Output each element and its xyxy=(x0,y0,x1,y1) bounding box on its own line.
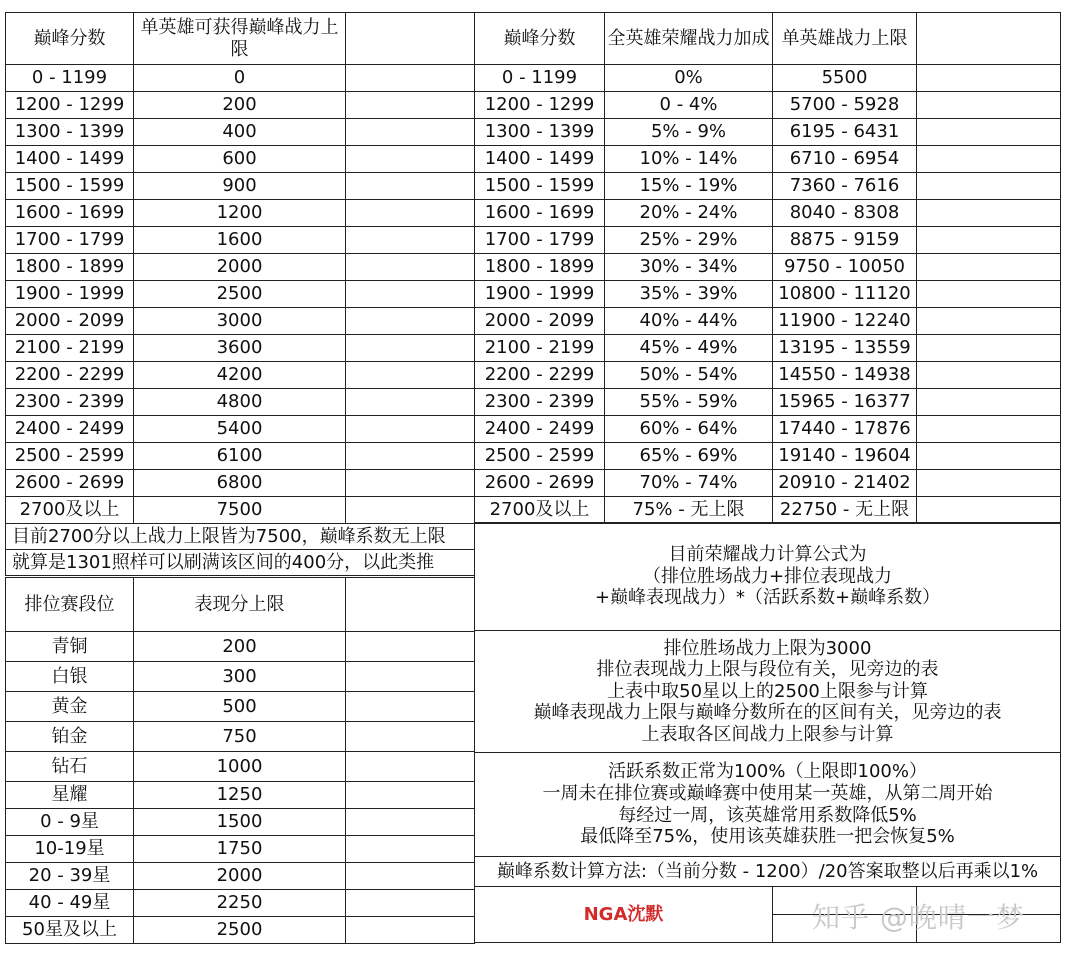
right-table-row xyxy=(475,65,1061,92)
rank-empty-cell xyxy=(346,782,475,809)
right-table-row xyxy=(475,227,1061,254)
right-table-row xyxy=(475,416,1061,443)
right-table-empty-cell xyxy=(917,443,1061,470)
rank-table-row xyxy=(6,809,475,836)
right-table-row xyxy=(475,470,1061,497)
right-table-cell: 0 - 4% xyxy=(605,92,773,119)
rank-header-score-limit: 表现分上限 xyxy=(134,578,346,632)
formula-line: （排位胜场战力+排位表现战力 xyxy=(642,565,893,587)
right-table-header xyxy=(475,13,1061,65)
right-table-cell: 9750 - 10050 xyxy=(773,254,917,281)
left-table-cell: 1400 - 1499 xyxy=(6,146,134,173)
left-table-row xyxy=(6,200,475,227)
right-table-row xyxy=(475,335,1061,362)
right-table-cell: 2400 - 2499 xyxy=(475,416,605,443)
left-table-empty-cell xyxy=(346,281,475,308)
left-table-row xyxy=(6,389,475,416)
right-table-cell: 2100 - 2199 xyxy=(475,335,605,362)
left-table-cell: 3000 xyxy=(134,308,346,335)
right-table-cell: 6195 - 6431 xyxy=(773,119,917,146)
left-table-cell: 200 xyxy=(134,92,346,119)
left-table-empty-cell xyxy=(346,308,475,335)
left-table-cell: 4800 xyxy=(134,389,346,416)
right-table-cell: 1200 - 1299 xyxy=(475,92,605,119)
left-table-cell: 1600 xyxy=(134,227,346,254)
rank-empty-cell xyxy=(346,890,475,917)
left-table-empty-cell xyxy=(346,119,475,146)
left-table-cell: 6100 xyxy=(134,443,346,470)
rank-tier-cell: 青铜 xyxy=(6,632,134,662)
rank-tier-cell: 铂金 xyxy=(6,722,134,752)
left-table-row xyxy=(6,443,475,470)
left-table-cell: 2500 - 2599 xyxy=(6,443,134,470)
rank-table-row xyxy=(6,692,475,722)
rank-score-cell: 1000 xyxy=(134,752,346,782)
note-1301-example: 就算是1301照样可以刷满该区间的400分，以此类推 xyxy=(6,550,475,576)
rank-empty-cell xyxy=(346,917,475,944)
right-table-cell: 13195 - 13559 xyxy=(773,335,917,362)
right-table-cell: 40% - 44% xyxy=(605,308,773,335)
right-table-cell: 2500 - 2599 xyxy=(475,443,605,470)
right-table-cell: 1500 - 1599 xyxy=(475,173,605,200)
right-table-row xyxy=(475,92,1061,119)
left-table-row xyxy=(6,416,475,443)
right-table-empty-cell xyxy=(917,200,1061,227)
right-table-cell: 7360 - 7616 xyxy=(773,173,917,200)
rank-tier-cell: 钻石 xyxy=(6,752,134,782)
left-table-row xyxy=(6,254,475,281)
rank-score-cell: 1750 xyxy=(134,836,346,863)
right-table-row xyxy=(475,443,1061,470)
rank-score-cell: 500 xyxy=(134,692,346,722)
limits-line: 排位表现战力上限与段位有关，见旁边的表 xyxy=(596,659,939,681)
left-table-header xyxy=(6,13,475,65)
left-table-cell: 7500 xyxy=(134,497,346,524)
right-table-cell: 15% - 19% xyxy=(605,173,773,200)
right-table-cell: 10% - 14% xyxy=(605,146,773,173)
activity-line: 最低降至75%，使用该英雄获胜一把会恢复5% xyxy=(580,826,955,848)
activity-box xyxy=(475,753,1061,857)
zhihu-watermark: 知乎 @晚晴一梦 xyxy=(812,901,1025,934)
left-table-empty-cell xyxy=(346,443,475,470)
left-table-row xyxy=(6,308,475,335)
right-header-peak-score: 巅峰分数 xyxy=(475,13,605,65)
rank-empty-cell xyxy=(346,836,475,863)
note-2700-limit: 目前2700分以上战力上限皆为7500，巅峰系数无上限 xyxy=(6,524,475,550)
limits-line: 上表取各区间战力上限参与计算 xyxy=(641,723,894,745)
left-table-row xyxy=(6,119,475,146)
right-table-empty-cell xyxy=(917,362,1061,389)
rank-empty-cell xyxy=(346,632,475,662)
right-table-cell: 70% - 74% xyxy=(605,470,773,497)
limits-box xyxy=(475,631,1061,753)
right-table-cell: 11900 - 12240 xyxy=(773,308,917,335)
left-table-row xyxy=(6,335,475,362)
rank-empty-cell xyxy=(346,692,475,722)
left-table-cell: 2300 - 2399 xyxy=(6,389,134,416)
right-table-empty-cell xyxy=(917,227,1061,254)
left-table-empty-cell xyxy=(346,146,475,173)
rank-table-row xyxy=(6,917,475,944)
right-table-row xyxy=(475,362,1061,389)
left-table-cell: 1600 - 1699 xyxy=(6,200,134,227)
right-table-cell: 17440 - 17876 xyxy=(773,416,917,443)
left-header-single-hero-limit: 单英雄可获得巅峰战力上限 xyxy=(134,13,346,65)
right-table-cell: 1600 - 1699 xyxy=(475,200,605,227)
rank-table-row xyxy=(6,782,475,809)
formula-info-table xyxy=(474,522,1061,943)
left-table-row xyxy=(6,65,475,92)
left-table-empty-cell xyxy=(346,227,475,254)
rank-score-cell: 750 xyxy=(134,722,346,752)
right-table-cell: 19140 - 19604 xyxy=(773,443,917,470)
rank-score-cell: 2500 xyxy=(134,917,346,944)
rank-tier-cell: 0 - 9星 xyxy=(6,809,134,836)
right-table-cell: 0% xyxy=(605,65,773,92)
activity-line: 每经过一周，该英雄常用系数降低5% xyxy=(618,804,917,826)
nga-brand-text: NGA沈默 xyxy=(475,887,773,943)
right-table-cell: 22750 - 无上限 xyxy=(773,497,917,524)
formula-box xyxy=(475,523,1061,631)
left-table-cell: 4200 xyxy=(134,362,346,389)
rank-score-cell: 300 xyxy=(134,662,346,692)
right-table-row xyxy=(475,281,1061,308)
right-table-cell: 1300 - 1399 xyxy=(475,119,605,146)
right-header-glory-bonus: 全英雄荣耀战力加成 xyxy=(605,13,773,65)
rank-table-row xyxy=(6,863,475,890)
rank-table-row xyxy=(6,662,475,692)
left-table-row xyxy=(6,227,475,254)
rank-empty-cell xyxy=(346,722,475,752)
left-table-cell: 1200 xyxy=(134,200,346,227)
right-table-cell: 5700 - 5928 xyxy=(773,92,917,119)
rank-tier-cell: 白银 xyxy=(6,662,134,692)
left-table-empty-cell xyxy=(346,254,475,281)
left-table-cell: 3600 xyxy=(134,335,346,362)
right-table-cell: 2200 - 2299 xyxy=(475,362,605,389)
right-table-empty-cell xyxy=(917,65,1061,92)
right-table-cell: 2300 - 2399 xyxy=(475,389,605,416)
rank-score-cell: 1500 xyxy=(134,809,346,836)
left-table-cell: 1300 - 1399 xyxy=(6,119,134,146)
left-table-empty-cell xyxy=(346,497,475,524)
left-table-row xyxy=(6,146,475,173)
left-table-row xyxy=(6,92,475,119)
left-table-cell: 900 xyxy=(134,173,346,200)
left-table-cell: 0 xyxy=(134,65,346,92)
left-table-cell: 1500 - 1599 xyxy=(6,173,134,200)
left-table-cell: 1900 - 1999 xyxy=(6,281,134,308)
left-table-empty-cell xyxy=(346,173,475,200)
right-table-empty-cell xyxy=(917,146,1061,173)
left-table-empty-cell xyxy=(346,470,475,497)
right-table-cell: 35% - 39% xyxy=(605,281,773,308)
activity-line: 活跃系数正常为100%（上限即100%） xyxy=(608,761,927,783)
right-table-cell: 8040 - 8308 xyxy=(773,200,917,227)
left-table-cell: 2200 - 2299 xyxy=(6,362,134,389)
left-table-row xyxy=(6,281,475,308)
left-table-empty-cell xyxy=(346,92,475,119)
right-table-cell: 75% - 无上限 xyxy=(605,497,773,524)
right-table-cell: 20% - 24% xyxy=(605,200,773,227)
left-table-cell: 1200 - 1299 xyxy=(6,92,134,119)
left-note-row xyxy=(6,550,475,576)
right-table-cell: 1700 - 1799 xyxy=(475,227,605,254)
rank-score-cell: 1250 xyxy=(134,782,346,809)
rank-table-row xyxy=(6,890,475,917)
peak-coefficient-method: 巅峰系数计算方法:（当前分数 - 1200）/20答案取整以后再乘以1% xyxy=(475,857,1061,887)
right-table-row xyxy=(475,119,1061,146)
right-table-cell: 55% - 59% xyxy=(605,389,773,416)
right-table-cell: 60% - 64% xyxy=(605,416,773,443)
right-table-row xyxy=(475,308,1061,335)
left-table-cell: 2400 - 2499 xyxy=(6,416,134,443)
right-table-row xyxy=(475,497,1061,524)
right-table-cell: 0 - 1199 xyxy=(475,65,605,92)
right-table-empty-cell xyxy=(917,389,1061,416)
left-table-row xyxy=(6,362,475,389)
left-table-empty-cell xyxy=(346,389,475,416)
rank-table-row xyxy=(6,752,475,782)
right-header-hero-limit: 单英雄战力上限 xyxy=(773,13,917,65)
right-table-empty-cell xyxy=(917,416,1061,443)
right-table-cell: 1400 - 1499 xyxy=(475,146,605,173)
right-table-cell: 30% - 34% xyxy=(605,254,773,281)
right-table-row xyxy=(475,200,1061,227)
right-table-empty-cell xyxy=(917,281,1061,308)
right-table-cell: 2700及以上 xyxy=(475,497,605,524)
left-table-empty-cell xyxy=(346,416,475,443)
left-table-cell: 1800 - 1899 xyxy=(6,254,134,281)
right-table-cell: 5500 xyxy=(773,65,917,92)
right-header-empty xyxy=(917,13,1061,65)
left-table-empty-cell xyxy=(346,65,475,92)
rank-score-cell: 2000 xyxy=(134,863,346,890)
right-table-row xyxy=(475,173,1061,200)
left-table-row xyxy=(6,173,475,200)
rank-table-row xyxy=(6,836,475,863)
right-table-cell: 20910 - 21402 xyxy=(773,470,917,497)
rank-table-header xyxy=(6,578,475,632)
right-table-empty-cell xyxy=(917,335,1061,362)
rank-tier-cell: 10-19星 xyxy=(6,836,134,863)
rank-empty-cell xyxy=(346,752,475,782)
rank-empty-cell xyxy=(346,863,475,890)
left-table-empty-cell xyxy=(346,200,475,227)
glory-bonus-table xyxy=(474,12,1061,524)
left-table-row xyxy=(6,470,475,497)
rank-empty-cell xyxy=(346,809,475,836)
rank-tier-cell: 20 - 39星 xyxy=(6,863,134,890)
right-table-cell: 45% - 49% xyxy=(605,335,773,362)
right-table-cell: 14550 - 14938 xyxy=(773,362,917,389)
right-table-empty-cell xyxy=(917,308,1061,335)
left-table-cell: 5400 xyxy=(134,416,346,443)
left-table-empty-cell xyxy=(346,335,475,362)
left-table-cell: 2500 xyxy=(134,281,346,308)
right-table-cell: 25% - 29% xyxy=(605,227,773,254)
rank-score-cell: 200 xyxy=(134,632,346,662)
right-table-row xyxy=(475,146,1061,173)
right-table-cell: 2600 - 2699 xyxy=(475,470,605,497)
left-table-cell: 2100 - 2199 xyxy=(6,335,134,362)
right-table-cell: 50% - 54% xyxy=(605,362,773,389)
rank-tier-cell: 50星及以上 xyxy=(6,917,134,944)
rank-header-empty xyxy=(346,578,475,632)
rank-tier-cell: 黄金 xyxy=(6,692,134,722)
left-header-peak-score: 巅峰分数 xyxy=(6,13,134,65)
left-table-cell: 0 - 1199 xyxy=(6,65,134,92)
limits-line: 上表中取50星以上的2500上限参与计算 xyxy=(607,680,928,702)
right-table-row xyxy=(475,389,1061,416)
left-table-cell: 2000 xyxy=(134,254,346,281)
left-table-cell: 2000 - 2099 xyxy=(6,308,134,335)
left-table-cell: 2700及以上 xyxy=(6,497,134,524)
rank-empty-cell xyxy=(346,662,475,692)
activity-line: 一周未在排位赛或巅峰赛中使用某一英雄，从第二周开始 xyxy=(542,782,993,804)
right-table-empty-cell xyxy=(917,497,1061,524)
right-table-cell: 8875 - 9159 xyxy=(773,227,917,254)
rank-score-cell: 2250 xyxy=(134,890,346,917)
rank-performance-table xyxy=(5,577,475,944)
right-table-cell: 10800 - 11120 xyxy=(773,281,917,308)
left-table-cell: 600 xyxy=(134,146,346,173)
left-table-empty-cell xyxy=(346,362,475,389)
rank-tier-cell: 40 - 49星 xyxy=(6,890,134,917)
left-note-row xyxy=(6,524,475,550)
rank-table-row xyxy=(6,722,475,752)
rank-table-row xyxy=(6,632,475,662)
limits-line: 巅峰表现战力上限与巅峰分数所在的区间有关，见旁边的表 xyxy=(533,702,1002,724)
right-table-cell: 5% - 9% xyxy=(605,119,773,146)
formula-line: 目前荣耀战力计算公式为 xyxy=(668,544,867,566)
right-table-empty-cell xyxy=(917,92,1061,119)
left-header-empty xyxy=(346,13,475,65)
formula-line: +巅峰表现战力）*（活跃系数+巅峰系数） xyxy=(594,587,941,609)
right-table-empty-cell xyxy=(917,173,1061,200)
left-table-cell: 1700 - 1799 xyxy=(6,227,134,254)
right-table-cell: 1900 - 1999 xyxy=(475,281,605,308)
right-table-cell: 15965 - 16377 xyxy=(773,389,917,416)
right-table-empty-cell xyxy=(917,119,1061,146)
limits-line: 排位胜场战力上限为3000 xyxy=(663,637,872,659)
right-table-empty-cell xyxy=(917,254,1061,281)
rank-tier-cell: 星耀 xyxy=(6,782,134,809)
peak-power-limit-table xyxy=(5,12,475,576)
left-table-row xyxy=(6,497,475,524)
left-table-cell: 6800 xyxy=(134,470,346,497)
right-table-cell: 1800 - 1899 xyxy=(475,254,605,281)
right-table-row xyxy=(475,254,1061,281)
right-table-empty-cell xyxy=(917,470,1061,497)
rank-header-tier: 排位赛段位 xyxy=(6,578,134,632)
left-table-cell: 2600 - 2699 xyxy=(6,470,134,497)
right-table-cell: 65% - 69% xyxy=(605,443,773,470)
left-table-cell: 400 xyxy=(134,119,346,146)
right-table-cell: 2000 - 2099 xyxy=(475,308,605,335)
right-table-cell: 6710 - 6954 xyxy=(773,146,917,173)
